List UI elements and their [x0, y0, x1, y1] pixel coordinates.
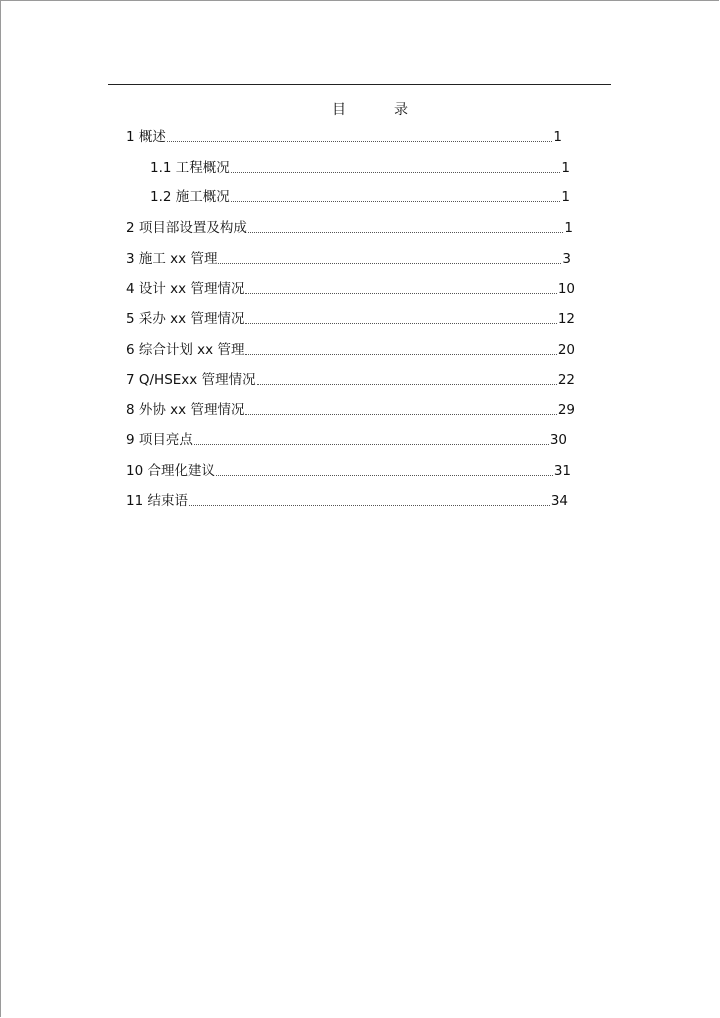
toc-leader: [257, 384, 557, 385]
toc-entry-label: 8 外协 xx 管理情况: [126, 402, 245, 418]
toc-title: [300, 99, 440, 119]
toc-leader: [194, 444, 549, 445]
toc-leader: [218, 263, 561, 264]
toc-entry-label: 6 综合计划 xx 管理: [126, 342, 245, 358]
toc-leader: [245, 293, 556, 294]
toc-entry[interactable]: [126, 460, 571, 480]
toc-entry-page: 22: [557, 372, 575, 388]
toc-title-right: 录: [394, 102, 408, 118]
toc-leader: [248, 232, 564, 233]
toc-entry[interactable]: [126, 308, 575, 328]
toc-entry-label: 2 项目部设置及构成: [126, 220, 247, 236]
toc-entry-label: 4 设计 xx 管理情况: [126, 281, 245, 297]
toc-entry[interactable]: [126, 278, 575, 298]
toc-entry[interactable]: [126, 248, 571, 268]
toc-leader: [245, 414, 556, 415]
toc-entry-page: 34: [550, 493, 568, 509]
toc-entry[interactable]: [150, 157, 570, 177]
toc-entry[interactable]: [126, 339, 575, 359]
toc-entry-page: 1: [553, 129, 562, 145]
header-rule: [108, 84, 611, 85]
toc-entry-label: 3 施工 xx 管理: [126, 251, 218, 267]
toc-leader: [231, 201, 561, 202]
toc-entry-page: 20: [557, 342, 575, 358]
toc-entry[interactable]: [126, 399, 575, 419]
toc-entry-label: 1.2 施工概况: [150, 189, 230, 205]
toc-leader: [245, 323, 556, 324]
toc-entry[interactable]: [126, 429, 567, 449]
toc-leader: [189, 505, 550, 506]
toc-entry-page: 1: [561, 189, 570, 205]
toc-entry-page: 10: [557, 281, 575, 297]
toc-entry-page: 1: [561, 160, 570, 176]
toc-leader: [167, 141, 553, 142]
toc-entry[interactable]: [126, 369, 575, 389]
toc-entry-label: 1.1 工程概况: [150, 160, 230, 176]
toc-entry-page: 3: [562, 251, 571, 267]
toc-entry-label: 1 概述: [126, 129, 166, 145]
toc-entry-label: 5 采办 xx 管理情况: [126, 311, 245, 327]
toc-entry[interactable]: [126, 126, 562, 146]
toc-entry-page: 31: [553, 463, 571, 479]
toc-entry[interactable]: [150, 186, 570, 206]
toc-entry-page: 29: [557, 402, 575, 418]
toc-leader: [245, 354, 556, 355]
toc-leader: [231, 172, 561, 173]
toc-entry-label: 7 Q/HSExx 管理情况: [126, 372, 256, 388]
toc-entry-label: 10 合理化建议: [126, 463, 215, 479]
toc-entry-label: 9 项目亮点: [126, 432, 193, 448]
toc-leader: [216, 475, 553, 476]
toc-title-left: 目: [332, 102, 346, 118]
toc-entry-page: 12: [557, 311, 575, 327]
toc-entry[interactable]: [126, 490, 568, 510]
toc-entry-label: 11 结束语: [126, 493, 188, 509]
toc-entry-page: 1: [564, 220, 573, 236]
toc-entry-page: 30: [549, 432, 567, 448]
toc-entry[interactable]: [126, 217, 573, 237]
